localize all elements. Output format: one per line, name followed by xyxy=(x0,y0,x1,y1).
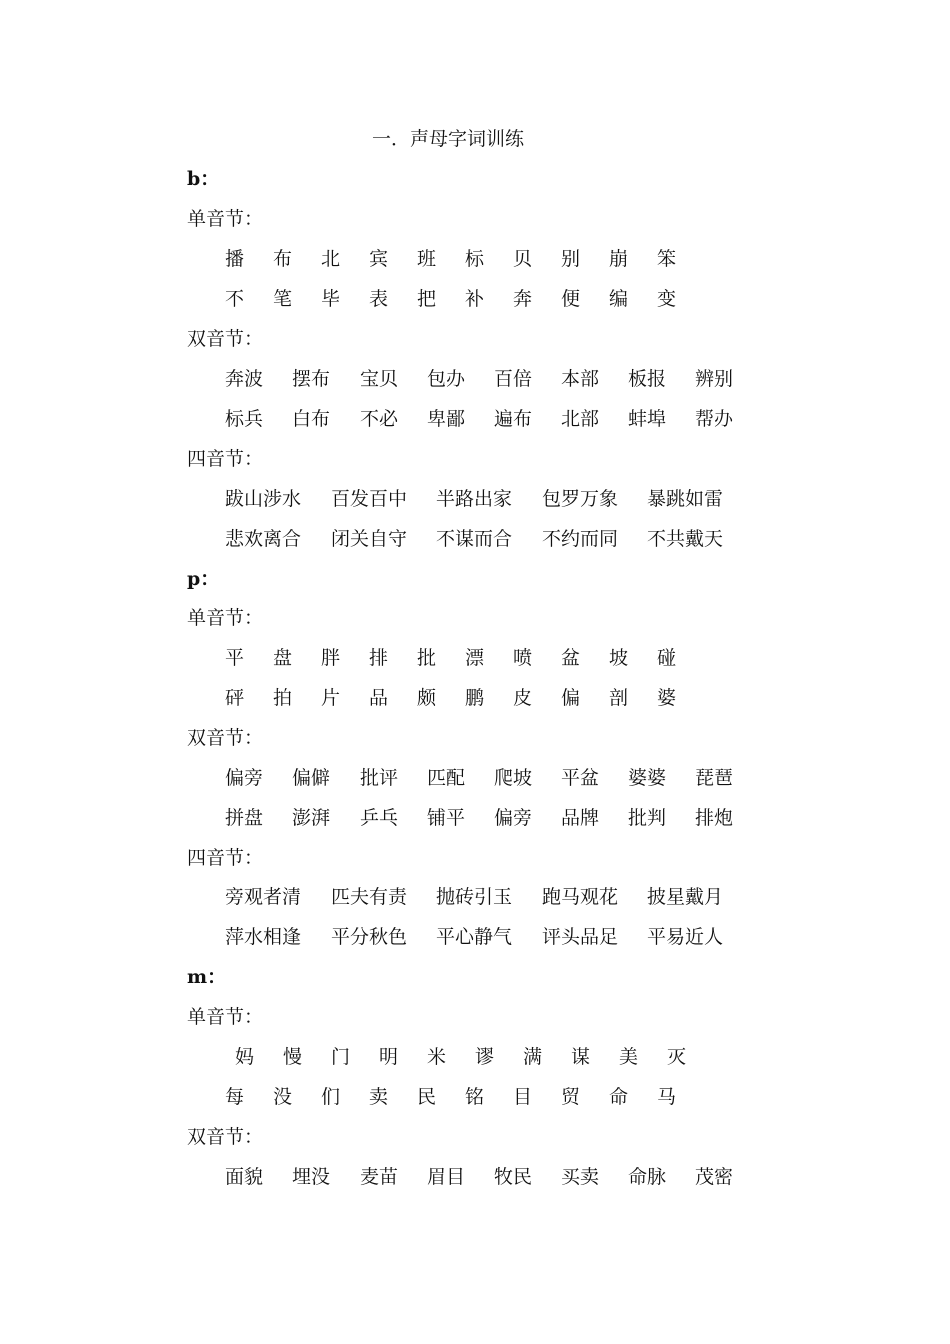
character-item: 盆 xyxy=(561,647,581,669)
word-item: 匹配 xyxy=(427,767,466,789)
idiom-item: 不谋而合 xyxy=(436,528,513,550)
idiom-item: 包罗万象 xyxy=(542,488,619,510)
character-item: 布 xyxy=(273,248,293,270)
four-syllable-label: 四音节： xyxy=(187,847,264,869)
character-item: 笨 xyxy=(657,248,677,270)
single-syllable-label: 单音节： xyxy=(187,1006,264,1028)
idiom-item: 评头品足 xyxy=(542,926,619,948)
character-item: 笔 xyxy=(273,288,293,310)
idiom-item: 抛砖引玉 xyxy=(436,886,513,908)
single-syllable-row xyxy=(0,645,950,671)
idiom-item: 不约而同 xyxy=(542,528,619,550)
four-syllable-row xyxy=(0,526,950,552)
word-item: 白布 xyxy=(292,408,331,430)
character-item: 贸 xyxy=(561,1086,581,1108)
word-item: 标兵 xyxy=(225,408,264,430)
idiom-item: 旁观者清 xyxy=(225,886,302,908)
character-item: 剖 xyxy=(609,687,629,709)
character-item: 编 xyxy=(609,288,629,310)
character-item: 品 xyxy=(369,687,389,709)
character-item: 片 xyxy=(321,687,341,709)
four-syllable-row xyxy=(0,884,950,910)
word-item: 茂密 xyxy=(695,1166,734,1188)
character-item: 盘 xyxy=(273,647,293,669)
idiom-item: 平易近人 xyxy=(647,926,724,948)
word-item: 命脉 xyxy=(628,1166,667,1188)
idiom-item: 跋山涉水 xyxy=(225,488,302,510)
double-syllable-row xyxy=(0,406,950,432)
four-syllable-label: 四音节： xyxy=(187,448,264,470)
character-item: 坡 xyxy=(609,647,629,669)
single-syllable-row xyxy=(0,286,950,312)
idiom-item: 平分秋色 xyxy=(331,926,408,948)
word-item: 拼盘 xyxy=(225,807,264,829)
idiom-item: 不共戴天 xyxy=(647,528,724,550)
character-item: 米 xyxy=(427,1046,447,1068)
character-item: 拍 xyxy=(273,687,293,709)
word-item: 面貌 xyxy=(225,1166,264,1188)
character-item: 把 xyxy=(417,288,437,310)
idiom-item: 披星戴月 xyxy=(647,886,724,908)
character-item: 每 xyxy=(225,1086,245,1108)
word-item: 排炮 xyxy=(695,807,734,829)
idiom-item: 跑马观花 xyxy=(542,886,619,908)
word-item: 帮办 xyxy=(695,408,734,430)
word-item: 本部 xyxy=(561,368,600,390)
idiom-item: 匹夫有责 xyxy=(331,886,408,908)
character-item: 标 xyxy=(465,248,485,270)
character-item: 宾 xyxy=(369,248,389,270)
character-item: 崩 xyxy=(609,248,629,270)
word-item: 澎湃 xyxy=(292,807,331,829)
character-item: 没 xyxy=(273,1086,293,1108)
section-initial-heading: b： xyxy=(187,168,220,190)
word-item: 批评 xyxy=(360,767,399,789)
character-item: 婆 xyxy=(657,687,677,709)
character-item: 偏 xyxy=(561,687,581,709)
idiom-item: 暴跳如雷 xyxy=(647,488,724,510)
single-syllable-row xyxy=(0,246,950,272)
word-item: 琵琶 xyxy=(695,767,734,789)
word-item: 蚌埠 xyxy=(628,408,667,430)
character-item: 鹏 xyxy=(465,687,485,709)
single-syllable-row xyxy=(0,685,950,711)
character-item: 平 xyxy=(225,647,245,669)
double-syllable-row xyxy=(0,1164,950,1190)
character-item: 砰 xyxy=(225,687,245,709)
word-item: 偏旁 xyxy=(225,767,264,789)
double-syllable-row xyxy=(0,765,950,791)
word-item: 奔波 xyxy=(225,368,264,390)
character-item: 目 xyxy=(513,1086,533,1108)
character-item: 胖 xyxy=(321,647,341,669)
word-item: 偏旁 xyxy=(494,807,533,829)
character-item: 表 xyxy=(369,288,389,310)
word-item: 摆布 xyxy=(292,368,331,390)
character-item: 灭 xyxy=(667,1046,687,1068)
character-item: 满 xyxy=(523,1046,543,1068)
character-item: 奔 xyxy=(513,288,533,310)
character-item: 班 xyxy=(417,248,437,270)
word-item: 爬坡 xyxy=(494,767,533,789)
character-item: 不 xyxy=(225,288,245,310)
character-item: 们 xyxy=(321,1086,341,1108)
idiom-item: 萍水相逢 xyxy=(225,926,302,948)
word-item: 麦苗 xyxy=(360,1166,399,1188)
character-item: 北 xyxy=(321,248,341,270)
word-item: 遍布 xyxy=(494,408,533,430)
character-item: 门 xyxy=(331,1046,351,1068)
character-item: 漂 xyxy=(465,647,485,669)
four-syllable-row xyxy=(0,486,950,512)
character-item: 民 xyxy=(417,1086,437,1108)
character-item: 明 xyxy=(379,1046,399,1068)
character-item: 补 xyxy=(465,288,485,310)
character-item: 美 xyxy=(619,1046,639,1068)
character-item: 妈 xyxy=(235,1046,255,1068)
double-syllable-label: 双音节： xyxy=(187,727,264,749)
four-syllable-row xyxy=(0,924,950,950)
word-item: 埋没 xyxy=(292,1166,331,1188)
character-item: 铭 xyxy=(465,1086,485,1108)
word-item: 偏僻 xyxy=(292,767,331,789)
character-item: 谬 xyxy=(475,1046,495,1068)
idiom-item: 闭关自守 xyxy=(331,528,408,550)
word-item: 辨别 xyxy=(695,368,734,390)
character-item: 颇 xyxy=(417,687,437,709)
idiom-item: 悲欢离合 xyxy=(225,528,302,550)
section-initial-heading: m： xyxy=(187,966,227,988)
character-item: 命 xyxy=(609,1086,629,1108)
single-syllable-label: 单音节： xyxy=(187,607,264,629)
character-item: 便 xyxy=(561,288,581,310)
character-item: 播 xyxy=(225,248,245,270)
single-syllable-row xyxy=(0,1044,950,1070)
character-item: 慢 xyxy=(283,1046,303,1068)
character-item: 贝 xyxy=(513,248,533,270)
character-item: 变 xyxy=(657,288,677,310)
word-item: 品牌 xyxy=(561,807,600,829)
idiom-item: 平心静气 xyxy=(436,926,513,948)
section-initial-heading: p： xyxy=(187,568,220,590)
double-syllable-row xyxy=(0,366,950,392)
word-item: 批判 xyxy=(628,807,667,829)
word-item: 卑鄙 xyxy=(427,408,466,430)
double-syllable-row xyxy=(0,805,950,831)
word-item: 板报 xyxy=(628,368,667,390)
double-syllable-label: 双音节： xyxy=(187,1126,264,1148)
word-item: 平盆 xyxy=(561,767,600,789)
double-syllable-label: 双音节： xyxy=(187,328,264,350)
character-item: 毕 xyxy=(321,288,341,310)
word-item: 乒乓 xyxy=(360,807,399,829)
word-item: 包办 xyxy=(427,368,466,390)
idiom-item: 百发百中 xyxy=(331,488,408,510)
word-item: 眉目 xyxy=(427,1166,466,1188)
word-item: 买卖 xyxy=(561,1166,600,1188)
word-item: 婆婆 xyxy=(628,767,667,789)
character-item: 卖 xyxy=(369,1086,389,1108)
character-item: 别 xyxy=(561,248,581,270)
character-item: 谋 xyxy=(571,1046,591,1068)
character-item: 批 xyxy=(417,647,437,669)
character-item: 皮 xyxy=(513,687,533,709)
idiom-item: 半路出家 xyxy=(436,488,513,510)
word-item: 百倍 xyxy=(494,368,533,390)
character-item: 排 xyxy=(369,647,389,669)
word-item: 不必 xyxy=(360,408,399,430)
character-item: 马 xyxy=(657,1086,677,1108)
word-item: 牧民 xyxy=(494,1166,533,1188)
single-syllable-row xyxy=(0,1084,950,1110)
word-item: 铺平 xyxy=(427,807,466,829)
character-item: 碰 xyxy=(657,647,677,669)
page-title: 一．声母字词训练 xyxy=(372,128,525,150)
character-item: 喷 xyxy=(513,647,533,669)
word-item: 北部 xyxy=(561,408,600,430)
word-item: 宝贝 xyxy=(360,368,399,390)
single-syllable-label: 单音节： xyxy=(187,208,264,230)
